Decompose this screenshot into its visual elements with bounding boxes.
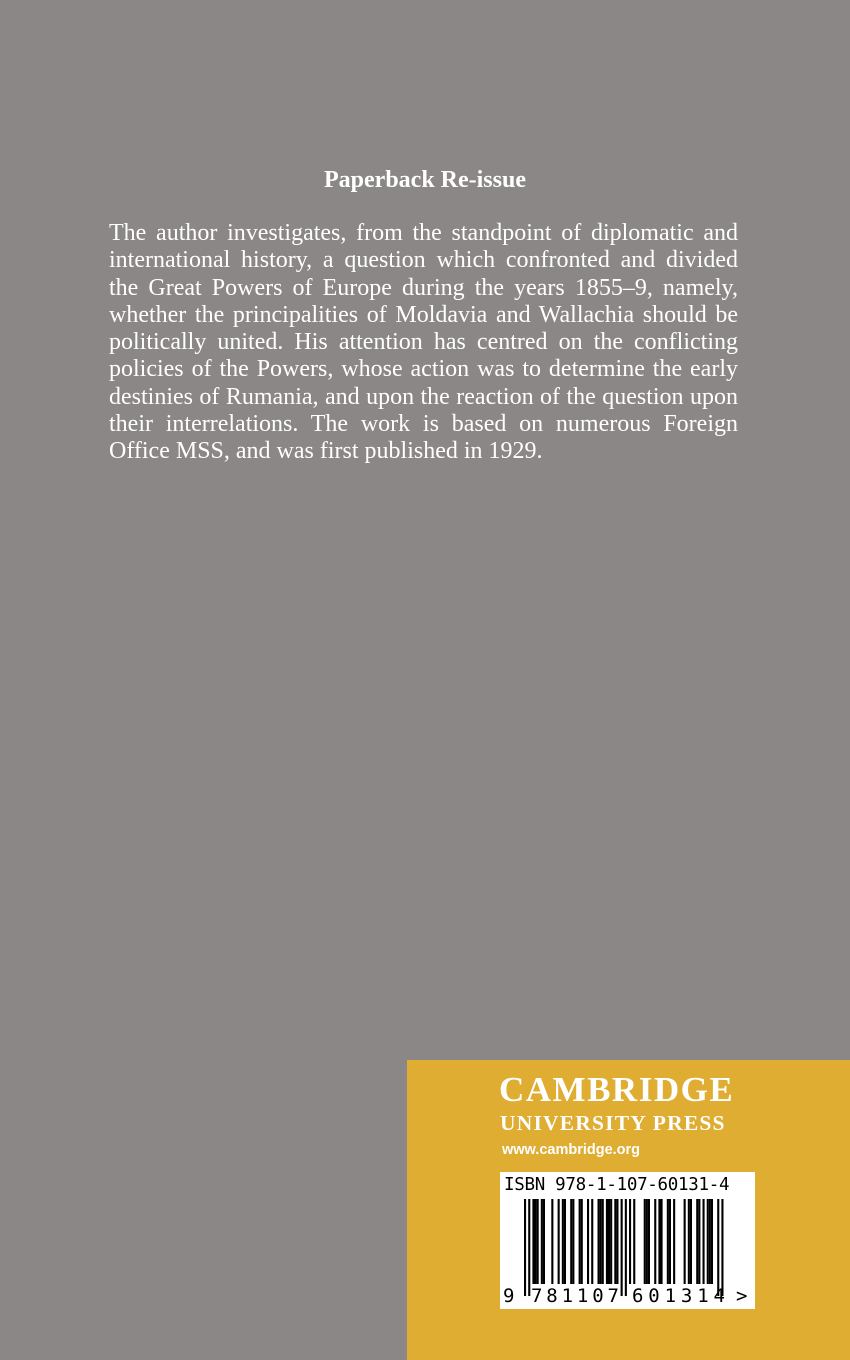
barcode-bar [562, 1199, 564, 1284]
section-heading: Paperback Re-issue [324, 167, 526, 193]
book-description: The author investigates, from the standpoint of diplomatic and international history, a question which confronted and divided the Great Powers of Europe during the years 1855–9, namely, whether the principalities of Moldavia and Wallachia should be politically united. His attention has centred on the conflicting policies of the Powers, whose action was to determine the early destinies of Rumania, and upon the reaction of the question upon their interrelations. The work is based on numerous Foreign Office MSS, and was first published in 1929. [109, 220, 738, 465]
barcode-bar [600, 1199, 602, 1284]
barcode-bar [669, 1199, 671, 1284]
barcode-bar [572, 1199, 574, 1284]
barcode-bar [551, 1199, 553, 1284]
barcode-bar [711, 1199, 713, 1284]
barcode-bar [629, 1199, 631, 1284]
publisher-website: www.cambridge.org [502, 1142, 641, 1158]
publisher-panel [407, 1060, 850, 1360]
barcode-bar [667, 1199, 669, 1284]
barcode-bar [614, 1199, 616, 1284]
barcode-bar [602, 1199, 604, 1284]
barcode-bar [570, 1199, 572, 1284]
barcode-bar [709, 1199, 711, 1284]
isbn-barcode [500, 1172, 755, 1309]
barcode-bar [654, 1199, 656, 1284]
barcode-bar [621, 1199, 623, 1296]
barcode-bar [673, 1199, 675, 1284]
barcode-bar [608, 1199, 610, 1284]
barcode-bar [684, 1199, 686, 1284]
barcode-bar [625, 1199, 627, 1296]
barcode-bar [581, 1199, 583, 1284]
barcode-bar [528, 1199, 530, 1296]
barcode-bar [524, 1199, 526, 1296]
barcode-bar [541, 1199, 543, 1284]
barcode-bar [717, 1199, 719, 1296]
barcode-bar [537, 1199, 539, 1284]
barcode-bar [703, 1199, 705, 1284]
publisher-press-line: UNIVERSITY PRESS [500, 1111, 726, 1135]
barcode-bar [646, 1199, 648, 1284]
barcode-bar [579, 1199, 581, 1284]
barcode-bar [698, 1199, 700, 1284]
barcode-bar [633, 1199, 635, 1284]
barcode-bar [598, 1199, 600, 1284]
barcode-bar [721, 1199, 723, 1296]
barcode-lead-digit: 9 [503, 1285, 515, 1307]
barcode-right-digits: 601314 [632, 1285, 725, 1307]
barcode-bar [558, 1199, 560, 1284]
barcode-graphic [500, 1172, 755, 1309]
barcode-bar [591, 1199, 593, 1284]
barcode-end-mark: > [736, 1285, 748, 1307]
barcode-bar [707, 1199, 709, 1284]
barcode-bar [610, 1199, 612, 1284]
barcode-bar [532, 1199, 534, 1284]
isbn-number: ISBN 978-1-107-60131-4 [504, 1175, 730, 1195]
barcode-bar [564, 1199, 566, 1284]
barcode-bar [644, 1199, 646, 1284]
barcode-bar [587, 1199, 589, 1284]
publisher-logo-wordmark: CAMBRIDGE [499, 1070, 735, 1109]
barcode-left-digits: 781107 [531, 1285, 619, 1307]
barcode-bar [606, 1199, 608, 1284]
barcode-bar [690, 1199, 692, 1284]
barcode-bar [616, 1199, 618, 1284]
barcode-bars [524, 1199, 724, 1296]
barcode-bar [658, 1199, 660, 1284]
barcode-bar [535, 1199, 537, 1284]
barcode-bar [661, 1199, 663, 1284]
barcode-bar [648, 1199, 650, 1284]
barcode-bar [696, 1199, 698, 1284]
barcode-bar [688, 1199, 690, 1284]
barcode-bar [543, 1199, 545, 1284]
